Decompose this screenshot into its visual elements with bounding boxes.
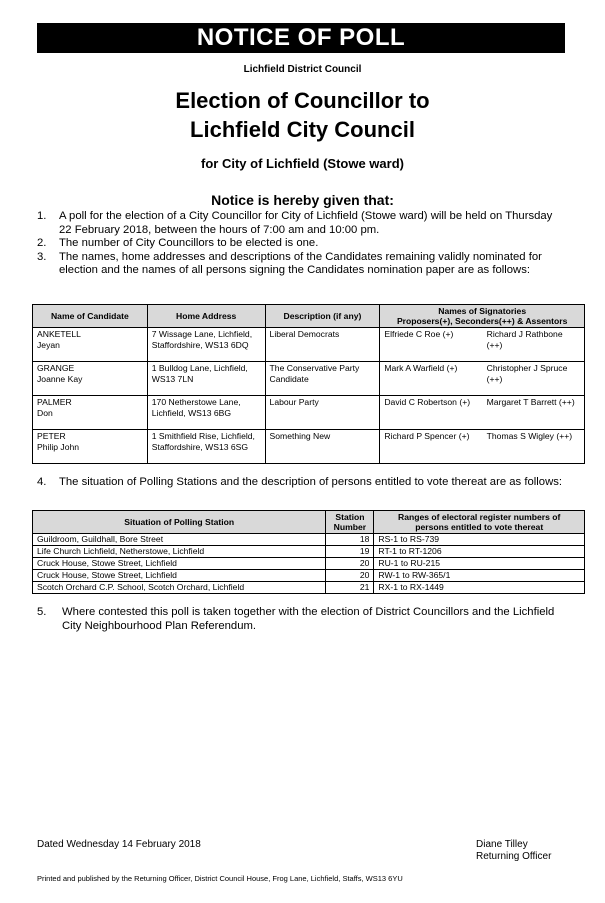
candidate-name bbox=[33, 430, 148, 464]
header-ranges-line-1: Ranges of electoral register numbers of bbox=[398, 512, 561, 522]
header-description: Description (if any) bbox=[265, 305, 380, 328]
table-row bbox=[33, 328, 585, 362]
notice-banner: NOTICE OF POLL bbox=[37, 23, 565, 53]
table-row bbox=[33, 396, 585, 430]
candidate-seconder: Christopher J Spruce (++) bbox=[483, 362, 585, 396]
station-range: RS-1 to RS-739 bbox=[374, 534, 585, 546]
table-row bbox=[33, 534, 585, 546]
point-2 bbox=[37, 237, 557, 251]
point-number: 2. bbox=[37, 237, 47, 249]
title-line-2: Lichfield City Council bbox=[190, 117, 415, 142]
header-name: Name of Candidate bbox=[33, 305, 148, 328]
point-1 bbox=[37, 210, 557, 237]
point-number: 4. bbox=[37, 476, 47, 488]
header-signatories-line-2: Proposers(+), Seconders(++) & Assentors bbox=[396, 316, 568, 326]
station-situation: Cruck House, Stowe Street, Lichfield bbox=[33, 570, 326, 582]
candidate-proposer: Richard P Spencer (+) bbox=[380, 430, 483, 464]
title-line-1: Election of Councillor to bbox=[175, 88, 430, 113]
station-range: RW-1 to RW-365/1 bbox=[374, 570, 585, 582]
candidate-address: 1 Bulldog Lane, Lichfield, WS13 7LN bbox=[147, 362, 265, 396]
station-number: 21 bbox=[326, 582, 374, 594]
candidate-surname: PALMER bbox=[37, 397, 72, 407]
header-address: Home Address bbox=[147, 305, 265, 328]
candidate-description: Liberal Democrats bbox=[265, 328, 380, 362]
candidate-description: Labour Party bbox=[265, 396, 380, 430]
header-ranges-line-2: persons entitled to vote thereat bbox=[415, 522, 544, 532]
election-title bbox=[0, 86, 605, 144]
candidate-forename: Jeyan bbox=[37, 340, 60, 350]
header-signatories-line-1: Names of Signatories bbox=[438, 306, 527, 316]
point-number: 5. bbox=[37, 606, 47, 618]
table-row bbox=[33, 570, 585, 582]
date-line: Dated Wednesday 14 February 2018 bbox=[37, 839, 201, 850]
station-situation: Cruck House, Stowe Street, Lichfield bbox=[33, 558, 326, 570]
candidate-description: Something New bbox=[265, 430, 380, 464]
candidate-address: 7 Wissage Lane, Lichfield, Staffordshire, WS13 6DQ bbox=[147, 328, 265, 362]
candidate-forename: Don bbox=[37, 408, 53, 418]
candidate-name bbox=[33, 362, 148, 396]
point-text: Where contested this poll is taken together with the election of District Councillors and the Lichfield City Neighbourhood Plan Referendum. bbox=[62, 606, 555, 632]
candidate-seconder: Thomas S Wigley (++) bbox=[483, 430, 585, 464]
station-range: RX-1 to RX-1449 bbox=[374, 582, 585, 594]
station-situation: Scotch Orchard C.P. School, Scotch Orchard, Lichfield bbox=[33, 582, 326, 594]
station-range: RU-1 to RU-215 bbox=[374, 558, 585, 570]
candidate-surname: GRANGE bbox=[37, 363, 75, 373]
candidate-address: 1 Smithfield Rise, Lichfield, Staffordshire, WS13 6SG bbox=[147, 430, 265, 464]
header-ranges bbox=[374, 511, 585, 534]
candidate-forename: Joanne Kay bbox=[37, 374, 83, 384]
header-situation: Situation of Polling Station bbox=[33, 511, 326, 534]
candidate-name bbox=[33, 396, 148, 430]
signer-name: Diane Tilley bbox=[476, 839, 528, 850]
candidate-description: The Conservative Party Candidate bbox=[265, 362, 380, 396]
station-number: 19 bbox=[326, 546, 374, 558]
table-row bbox=[33, 582, 585, 594]
point-3 bbox=[37, 251, 557, 278]
candidate-seconder: Richard J Rathbone (++) bbox=[483, 328, 585, 362]
candidate-proposer: David C Robertson (+) bbox=[380, 396, 483, 430]
point-text: The situation of Polling Stations and the description of persons entitled to vote thereat are as follows: bbox=[59, 476, 563, 488]
table-row bbox=[33, 362, 585, 396]
station-range: RT-1 to RT-1206 bbox=[374, 546, 585, 558]
notice-points bbox=[37, 210, 557, 278]
station-number: 20 bbox=[326, 570, 374, 582]
candidate-forename: Philip John bbox=[37, 442, 80, 452]
table-header-row bbox=[33, 511, 585, 534]
candidate-name bbox=[33, 328, 148, 362]
point-number: 1. bbox=[37, 210, 47, 222]
station-number: 20 bbox=[326, 558, 374, 570]
table-row bbox=[33, 546, 585, 558]
point-4 bbox=[37, 476, 567, 490]
imprint: Printed and published by the Returning Officer, District Council House, Frog Lane, Lichfield, Staffs, WS13 6YU bbox=[37, 874, 403, 883]
point-text: The names, home addresses and descriptions of the Candidates remaining validly nominated for election and the names of all persons signing the Candidates nomination paper are as follows: bbox=[59, 250, 542, 276]
candidate-proposer: Elfriede C Roe (+) bbox=[380, 328, 483, 362]
candidate-surname: PETER bbox=[37, 431, 66, 441]
point-text: A poll for the election of a City Councillor for City of Lichfield (Stowe ward) will be held on Thursday 22 February 2018, between the hours of 7:00 am and 10:00 pm. bbox=[59, 210, 553, 236]
point-text: The number of City Councillors to be elected is one. bbox=[59, 237, 319, 249]
candidate-surname: ANKETELL bbox=[37, 329, 81, 339]
table-row bbox=[33, 430, 585, 464]
candidate-seconder: Margaret T Barrett (++) bbox=[483, 396, 585, 430]
point-5 bbox=[37, 606, 567, 633]
notice-heading: Notice is hereby given that: bbox=[211, 192, 394, 208]
table-header-row bbox=[33, 305, 585, 328]
station-situation: Guildroom, Guildhall, Bore Street bbox=[33, 534, 326, 546]
candidates-table bbox=[32, 304, 585, 464]
signer-title: Returning Officer bbox=[476, 851, 552, 862]
station-number: 18 bbox=[326, 534, 374, 546]
header-station-line-1: Station bbox=[335, 512, 365, 522]
council-name: Lichfield District Council bbox=[243, 64, 362, 75]
header-station-line-2: Number bbox=[333, 522, 367, 532]
candidate-proposer: Mark A Warfield (+) bbox=[380, 362, 483, 396]
header-station-number bbox=[326, 511, 374, 534]
table-row bbox=[33, 558, 585, 570]
polling-stations-table bbox=[32, 510, 585, 594]
station-situation: Life Church Lichfield, Netherstowe, Lichfield bbox=[33, 546, 326, 558]
ward-subtitle: for City of Lichfield (Stowe ward) bbox=[201, 156, 404, 171]
signature-block bbox=[476, 839, 551, 863]
candidate-address: 170 Netherstowe Lane, Lichfield, WS13 6BG bbox=[147, 396, 265, 430]
header-signatories bbox=[380, 305, 585, 328]
point-number: 3. bbox=[37, 250, 47, 263]
